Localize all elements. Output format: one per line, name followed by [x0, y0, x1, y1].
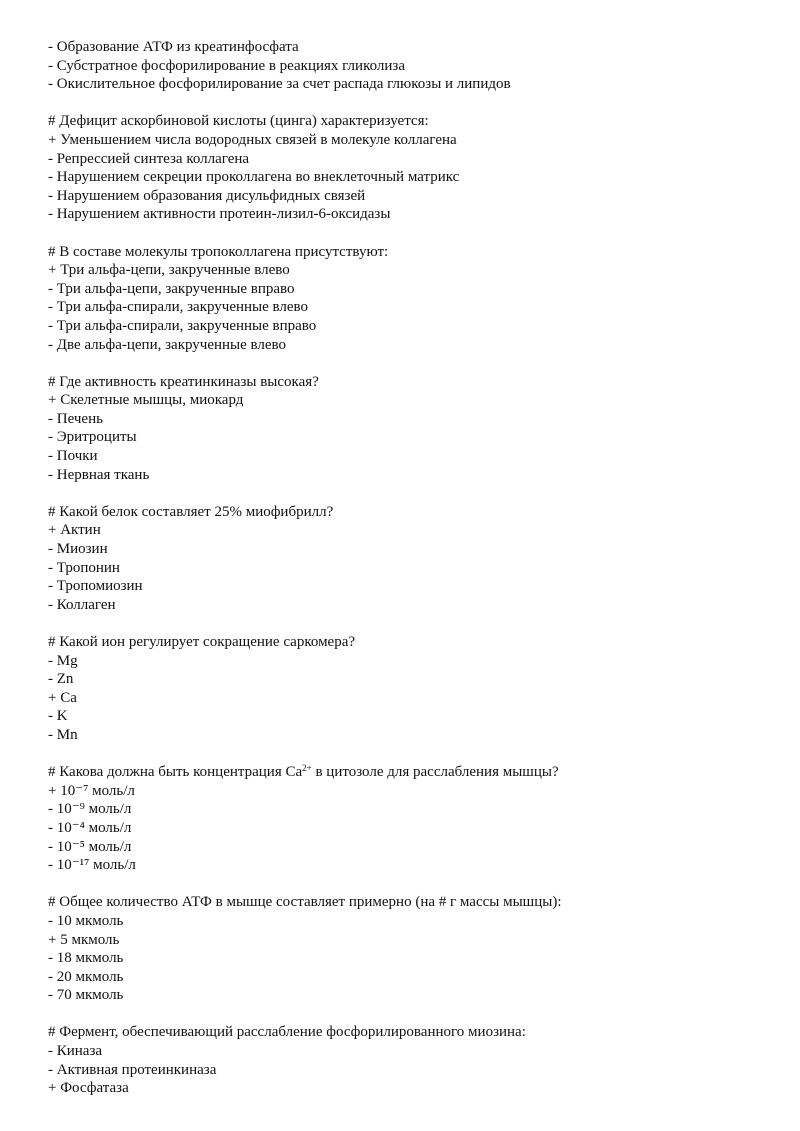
answer-option: - Тропонин — [48, 559, 120, 576]
answer-option: - Нарушением секреции проколлагена во внеклеточный матрикс — [48, 169, 460, 186]
answer-option: - Нервная ткань — [48, 466, 150, 483]
answer-option: - Нарушением образования дисульфидных связей — [48, 187, 366, 204]
blank-line — [48, 745, 788, 764]
question-text: # Какой белок составляет 25% миофибрилл? — [48, 503, 334, 520]
answer-option: - Киназа — [48, 1043, 103, 1060]
blank-line — [48, 1005, 788, 1024]
question-block — [48, 893, 788, 1005]
intro-option-list — [48, 38, 788, 94]
answer-option: + Ca — [48, 689, 77, 706]
answer-option: - Три альфа-спирали, закрученные вправо — [48, 317, 317, 334]
question-block — [48, 503, 788, 615]
question-block — [48, 763, 788, 875]
question-block — [48, 112, 788, 224]
answer-option: - Две альфа-цепи, закрученные влево — [48, 336, 287, 353]
answer-option: - K — [48, 708, 68, 725]
answer-option: + 5 мкмоль — [48, 931, 120, 948]
answer-option: - 10 мкмоль — [48, 912, 124, 929]
question-block — [48, 243, 788, 355]
question-block — [48, 373, 788, 485]
question-text-end: в цитозоле для расслабления мышцы? — [311, 764, 559, 781]
question-text: # В составе молекулы тропоколлагена присутствуют: — [48, 243, 389, 260]
question-text — [48, 763, 788, 782]
answer-option: - Активная протеинкиназа — [48, 1061, 217, 1078]
answer-option: - 10⁻⁹ моль/л — [48, 801, 132, 818]
blank-line — [48, 875, 788, 894]
question-text-start: # Какова должна быть концентрация Ca — [48, 764, 303, 781]
answer-option: - Три альфа-цепи, закрученные вправо — [48, 280, 295, 297]
answer-option: - Коллаген — [48, 596, 116, 613]
question-text: # Дефицит аскорбиновой кислоты (цинга) характеризуется: — [48, 113, 429, 130]
answer-option: + Фосфатаза — [48, 1080, 129, 1097]
answer-option: - Печень — [48, 410, 103, 427]
question-block — [48, 1023, 788, 1097]
blank-line — [48, 354, 788, 373]
answer-option: - Три альфа-спирали, закрученные влево — [48, 299, 309, 316]
answer-option: - Mg — [48, 652, 78, 669]
question-block — [48, 633, 788, 745]
answer-option: - 10⁻⁵ моль/л — [48, 838, 132, 855]
answer-option: - Образование АТФ из креатинфосфата — [48, 39, 299, 55]
answer-option: + Скелетные мышцы, миокард — [48, 392, 244, 409]
answer-option: - Почки — [48, 448, 98, 465]
answer-option: - Миозин — [48, 541, 108, 558]
answer-option: - Субстратное фосфорилирование в реакциях гликолиза — [48, 57, 405, 74]
answer-option: - Репрессией синтеза коллагена — [48, 150, 250, 167]
answer-option: - 18 мкмоль — [48, 950, 124, 967]
question-text: # Какой ион регулирует сокращение саркомера? — [48, 634, 356, 650]
answer-option: - Zn — [48, 671, 74, 688]
answer-option: - Нарушением активности протеин-лизил-6-оксидазы — [48, 206, 391, 223]
question-text: # Общее количество АТФ в мышце составляет примерно (на # г массы мышцы): — [48, 894, 562, 911]
blank-line — [48, 224, 788, 243]
answer-option: + Уменьшением числа водородных связей в молекуле коллагена — [48, 131, 457, 148]
answer-option: - Тропомиозин — [48, 578, 143, 595]
question-text: # Фермент, обеспечивающий расслабление фосфорилированного миозина: — [48, 1024, 526, 1041]
blank-line — [48, 614, 788, 633]
blank-line — [48, 94, 788, 113]
answer-option: - 70 мкмоль — [48, 987, 124, 1004]
blank-line — [48, 484, 788, 503]
question-text: # Где активность креатинкиназы высокая? — [48, 373, 319, 390]
charge-superscript: 2+ — [302, 763, 312, 774]
answer-option: - 20 мкмоль — [48, 968, 124, 985]
answer-option: - 10⁻⁴ моль/л — [48, 819, 132, 836]
document-page — [48, 38, 788, 1098]
answer-option: + 10⁻⁷ моль/л — [48, 782, 135, 799]
answer-option: + Актин — [48, 522, 101, 539]
answer-option: - Окислительное фосфорилирование за счет распада глюкозы и липидов — [48, 76, 511, 93]
answer-option: + Три альфа-цепи, закрученные влево — [48, 262, 290, 279]
answer-option: - Mn — [48, 726, 78, 743]
answer-option: - 10⁻¹⁷ моль/л — [48, 857, 136, 874]
answer-option: - Эритроциты — [48, 429, 137, 446]
